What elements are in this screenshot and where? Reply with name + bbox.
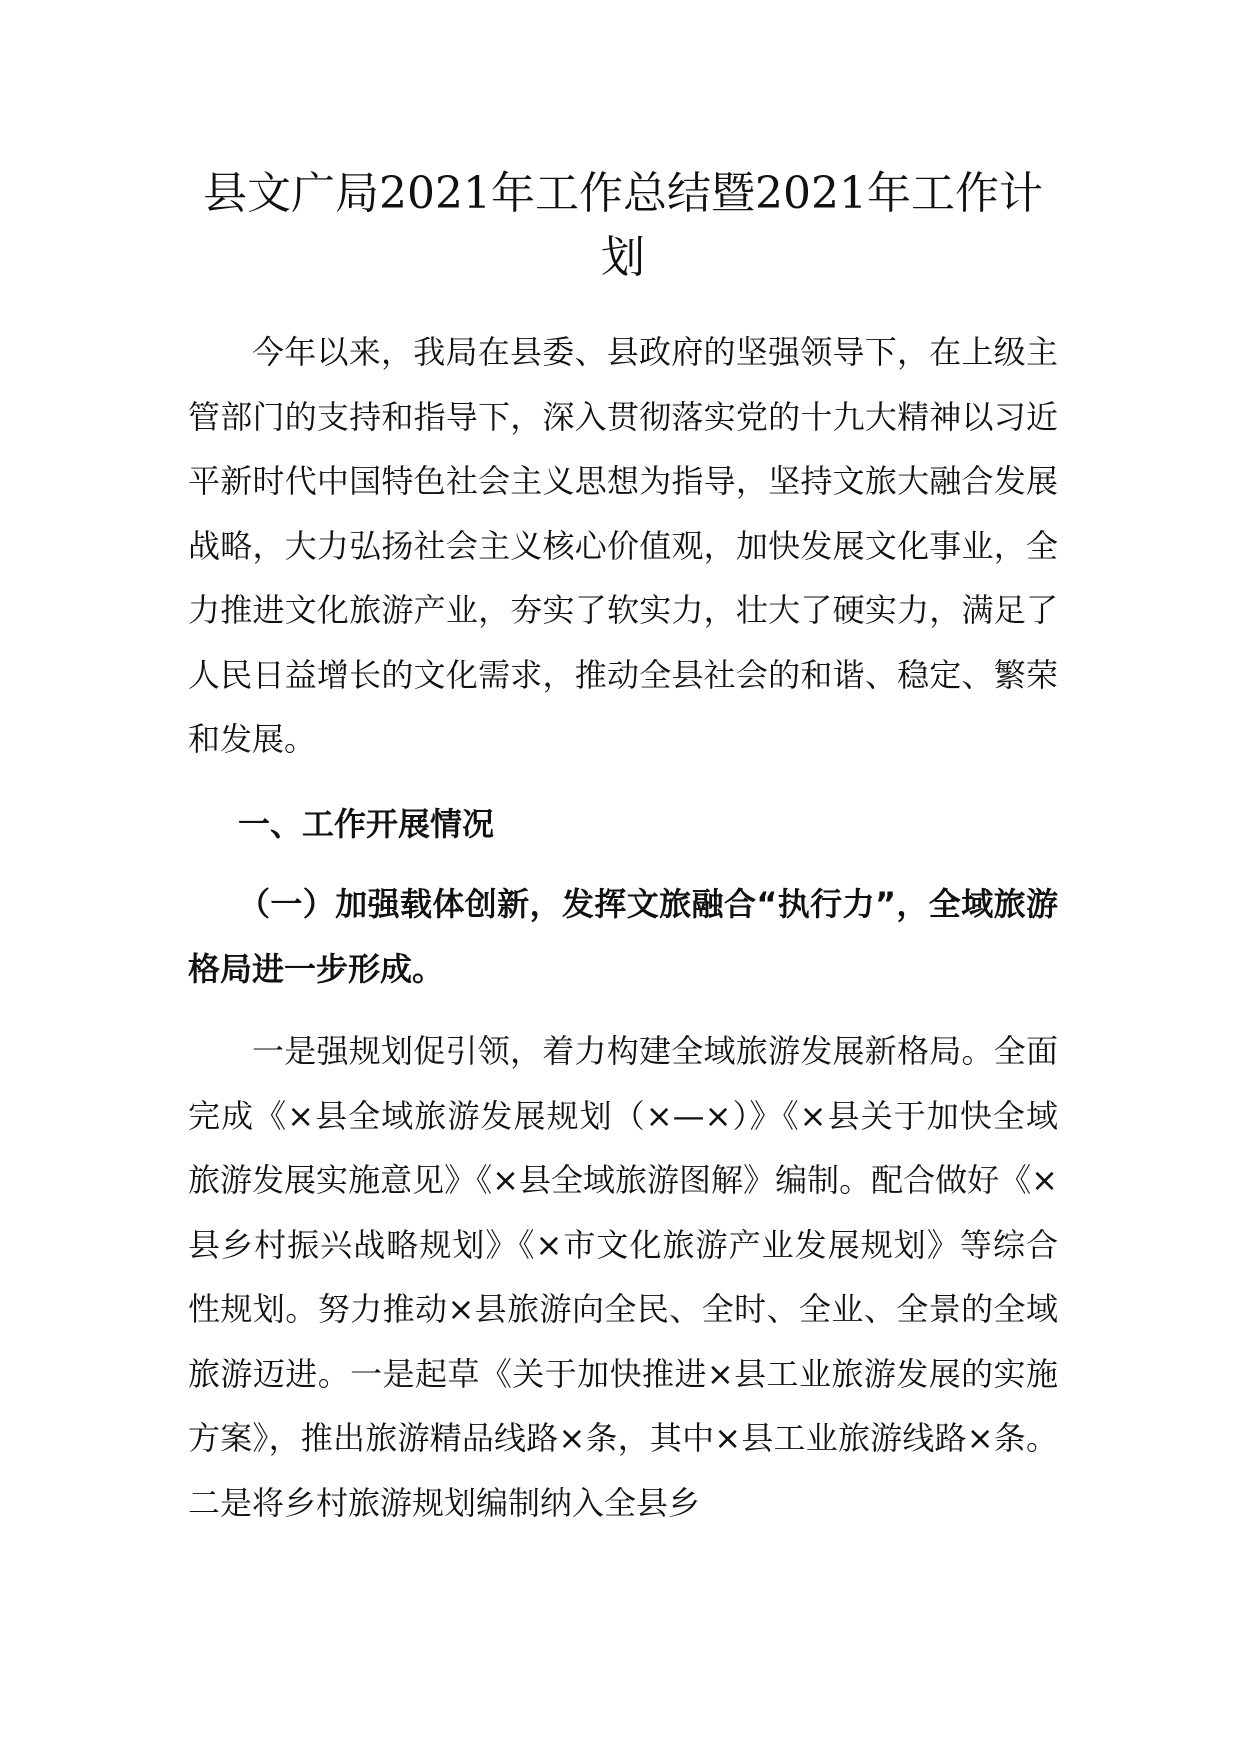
document-title: 县文广局2021年工作总结暨2021年工作计划 bbox=[203, 168, 1043, 283]
intro-paragraph: 今年以来，我局在县委、县政府的坚强领导下，在上级主管部门的支持和指导下，深入贯彻落实党的十九大精神以习近平新时代中国特色社会主义思想为指导，坚持文旅大融合发展战略，大力弘扬社会主义核心价值观，加快发展文化事业，全力推进文化旅游产业，夯实了软实力，壮大了硬实力，满足了人民日益增长的文化需求，推动全县社会的和谐、稳定、繁荣和发展。 bbox=[188, 333, 1058, 758]
document-body bbox=[188, 162, 1058, 1535]
section-heading: 一、工作开展情况 bbox=[238, 804, 495, 843]
body-paragraph: 一是强规划促引领，着力构建全域旅游发展新格局。全面完成《×县全域旅游发展规划（×—×）》《×县关于加快全域旅游发展实施意见》《×县全域旅游图解》编制。配合做好《×县乡村振兴战略规划》《×市文化旅游产业发展规划》等综合性规划。努力推动×县旅游向全民、全时、全业、全景的全域旅游迈进。一是起草《关于加快推进×县工业旅游发展的实施方案》，推出旅游精品线路×条，其中×县工业旅游线路×条。二是将乡村旅游规划编制纳入全县乡 bbox=[188, 1032, 1058, 1522]
subsection-heading: （一）加强载体创新，发挥文旅融合“执行力”，全域旅游格局进一步形成。 bbox=[188, 885, 1058, 988]
